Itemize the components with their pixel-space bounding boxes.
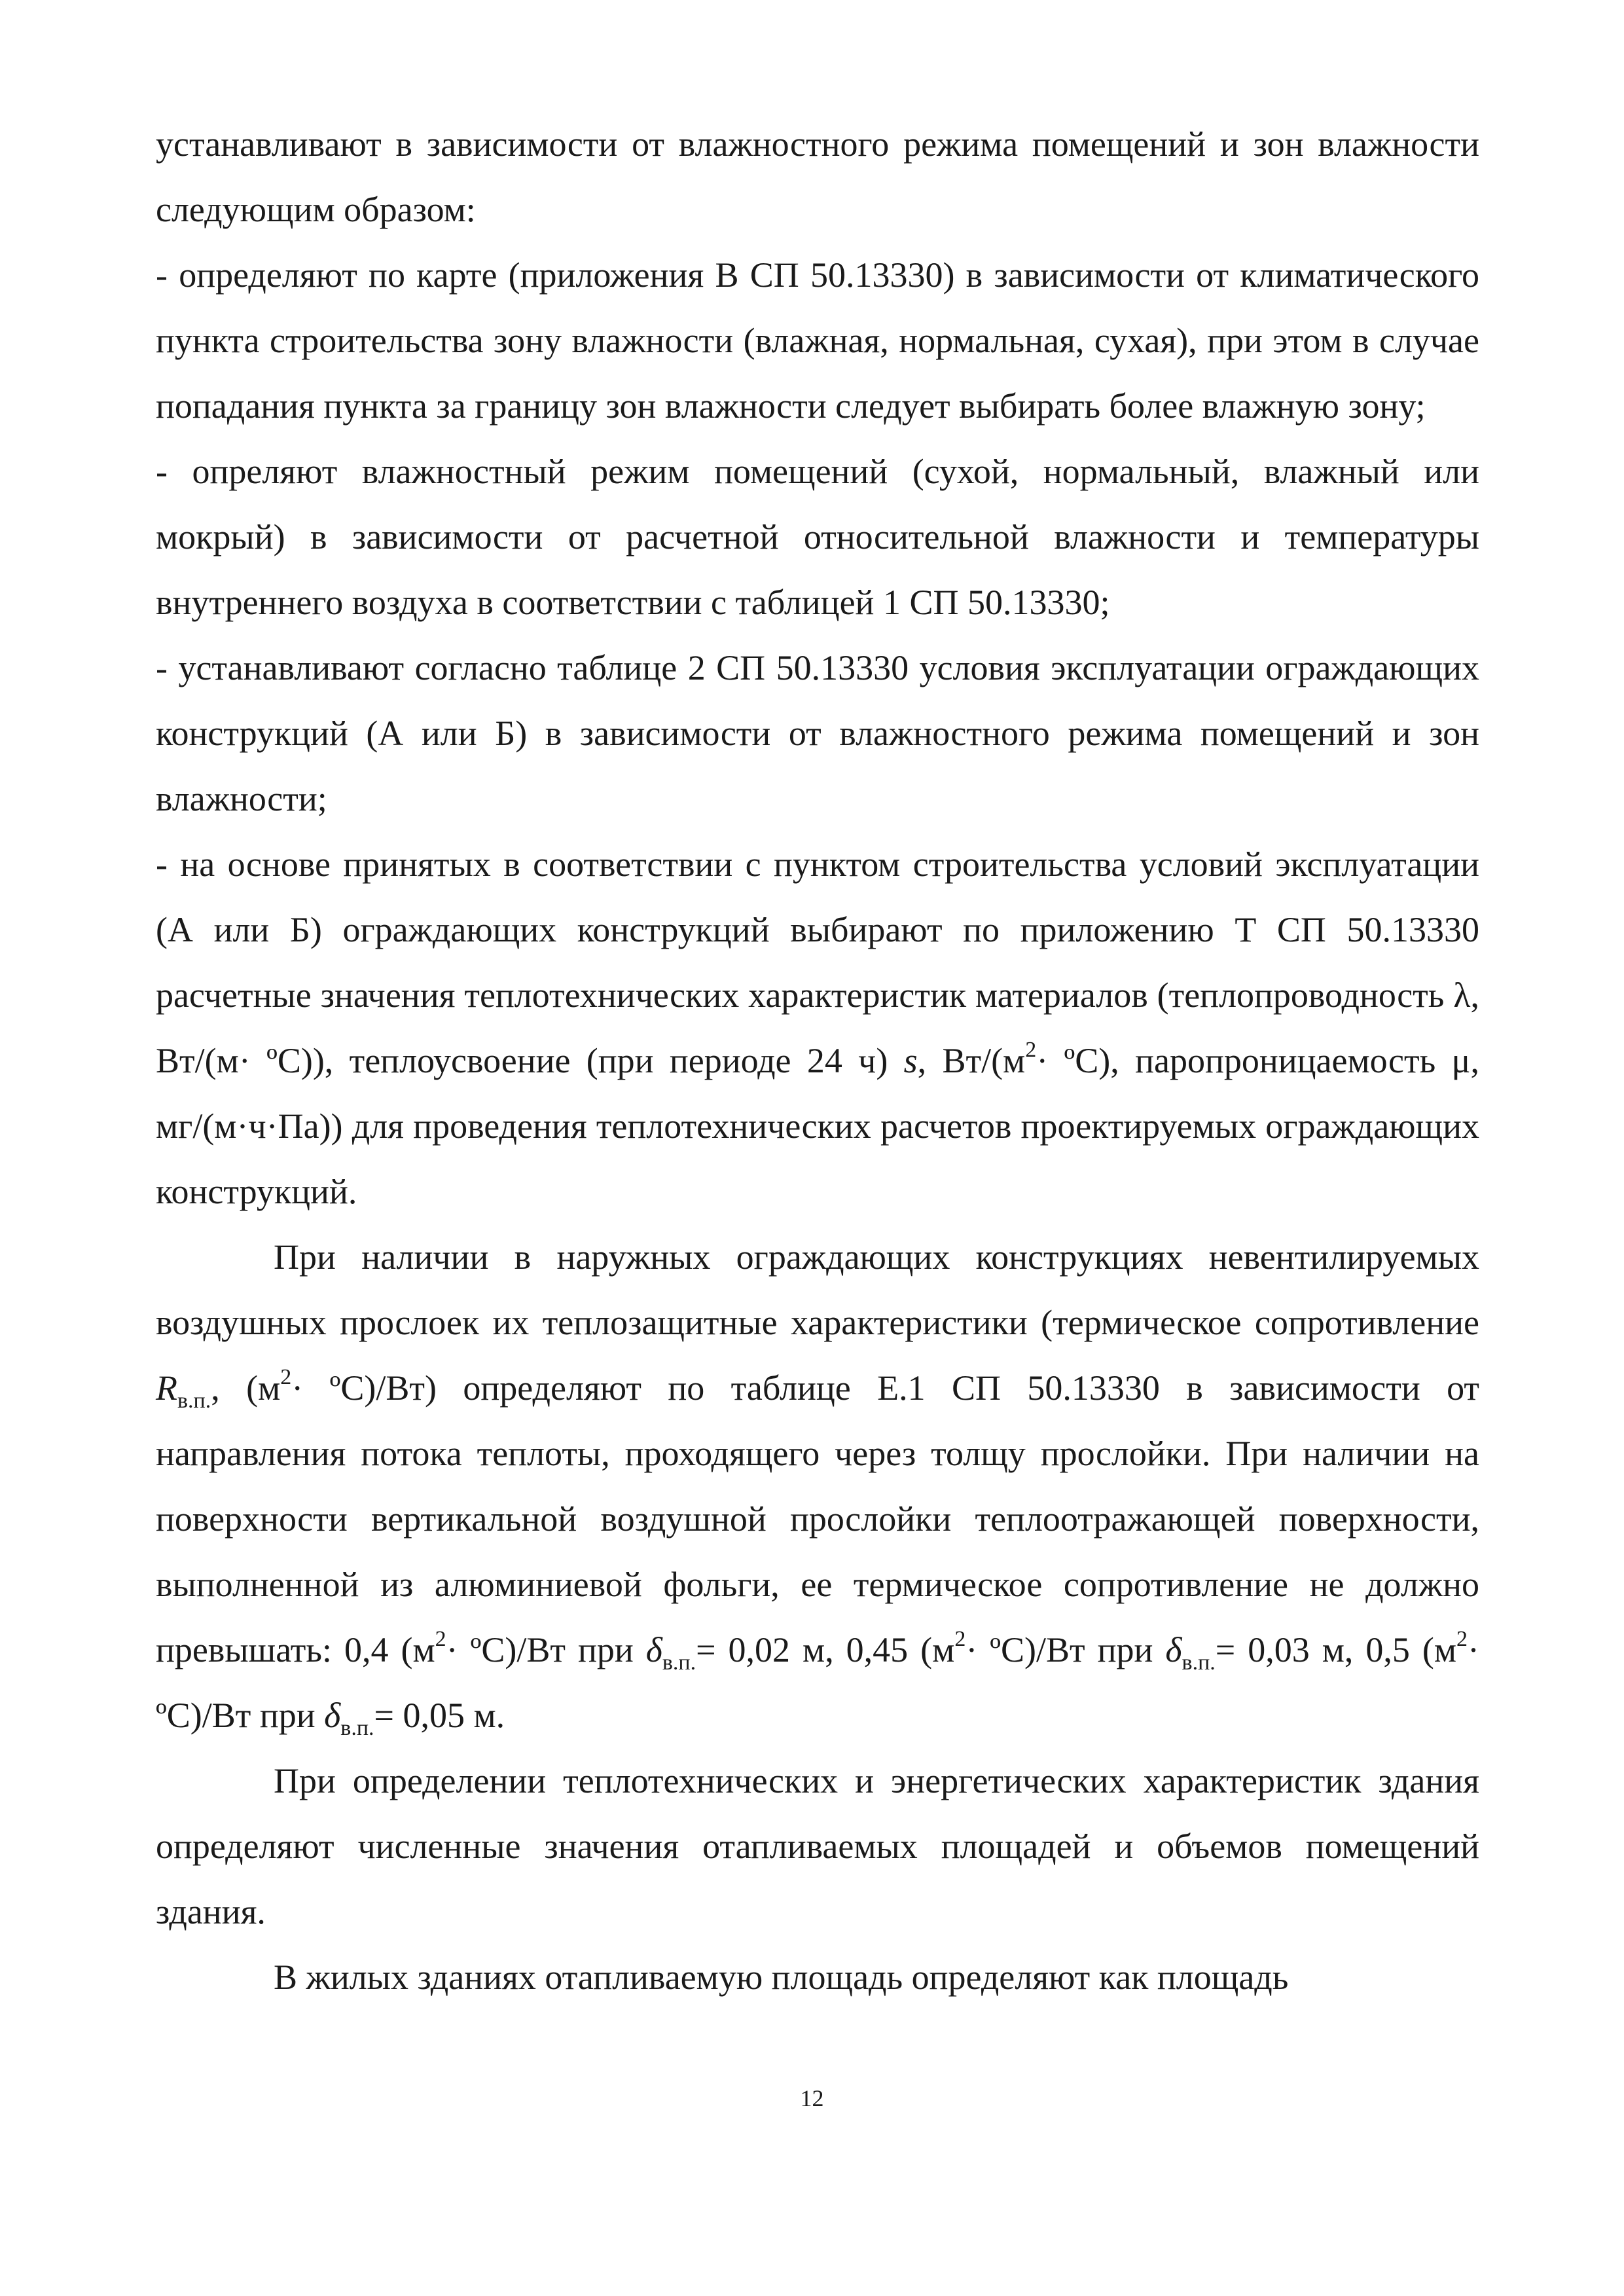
text-segment: , (м xyxy=(211,1368,281,1408)
paragraph-continuation: устанавливают в зависимости от влажностного режима помещений и зон влажности следующим образом: xyxy=(156,124,1479,229)
text-segment: - на основе принятых в соответствии с пунктом строительства условий эксплуатации (А или Б) ограждающих конструкций выбирают по приложению Т СП 50.13330 расчетные значения теплотехнических характеристик материалов (теплопроводность λ, Вт/(м· ºС)), теплоусвоение (при периоде 24 ч) xyxy=(156,845,1479,1080)
superscript: 2 xyxy=(435,1627,446,1651)
document-body xyxy=(156,111,1479,2010)
text-segment: · ºС)/Вт при xyxy=(446,1630,646,1669)
text-segment: = 0,05 м. xyxy=(374,1696,505,1735)
paragraph-air-layers xyxy=(156,1224,1479,1748)
math-symbol-delta: δ xyxy=(645,1630,662,1669)
subscript: в.п. xyxy=(662,1650,696,1675)
math-symbol-r: R xyxy=(156,1368,177,1408)
superscript: 2 xyxy=(1456,1627,1468,1651)
math-symbol-delta: δ xyxy=(1165,1630,1182,1669)
text-segment: · ºС), паропроницаемость μ, мг/(м·ч·Па)) для проведения теплотехнических расчетов проектируемых ограждающих конструкций. xyxy=(156,1041,1479,1211)
text-segment: · ºС)/Вт при xyxy=(156,1630,1479,1735)
text-segment: , Вт/(м xyxy=(917,1041,1026,1080)
text-segment: · ºС)/Вт) определяют по таблице Е.1 СП 50.13330 в зависимости от направления потока теплоты, проходящего через толщу прослойки. При наличии на поверхности вертикальной воздушной прослойки теплоотражающей поверхности, выполненной из алюминиевой фольги, ее термическое сопротивление не должно превышать: 0,4 (м xyxy=(156,1368,1479,1669)
paragraph-heated-area: В жилых зданиях отапливаемую площадь определяют как площадь xyxy=(274,1958,1289,1997)
text-segment: = 0,02 м, 0,45 (м xyxy=(696,1630,955,1669)
math-symbol-s: s xyxy=(903,1041,918,1080)
list-item-material-properties xyxy=(156,831,1479,1224)
superscript: 2 xyxy=(954,1627,966,1651)
text-segment: · ºС)/Вт при xyxy=(965,1630,1166,1669)
list-item-humidity-regime: - опреляют влажностный режим помещений (сухой, нормальный, влажный или мокрый) в зависимости от расчетной относительной влажности и температуры внутреннего воздуха в соответствии с таблицей 1 СП 50.13330; xyxy=(156,452,1479,622)
list-item-humidity-zone: - определяют по карте (приложения В СП 50.13330) в зависимости от климатического пункта строительства зону влажности (влажная, нормальная, сухая), при этом в случае попадания пункта за границу зон влажности следует выбирать более влажную зону; xyxy=(156,255,1479,426)
superscript: 2 xyxy=(1025,1038,1037,1062)
subscript: в.п. xyxy=(340,1716,374,1740)
text-segment: = 0,03 м, 0,5 (м xyxy=(1215,1630,1456,1669)
paragraph-building-characteristics: При определении теплотехнических и энергетических характеристик здания определяют численные значения отапливаемых площадей и объемов помещений здания. xyxy=(156,1761,1479,1931)
subscript: в.п. xyxy=(177,1389,211,1413)
list-item-operating-conditions: - устанавливают согласно таблице 2 СП 50.13330 условия эксплуатации ограждающих конструкций (А или Б) в зависимости от влажностного режима помещений и зон влажности; xyxy=(156,648,1479,818)
page-number: 12 xyxy=(800,2085,824,2111)
superscript: 2 xyxy=(280,1365,292,1389)
math-symbol-delta: δ xyxy=(324,1696,341,1735)
subscript: в.п. xyxy=(1182,1650,1216,1675)
text-segment: При наличии в наружных ограждающих конструкциях невентилируемых воздушных прослоек их теплозащитные характеристики (термическое сопротивление xyxy=(156,1237,1479,1342)
